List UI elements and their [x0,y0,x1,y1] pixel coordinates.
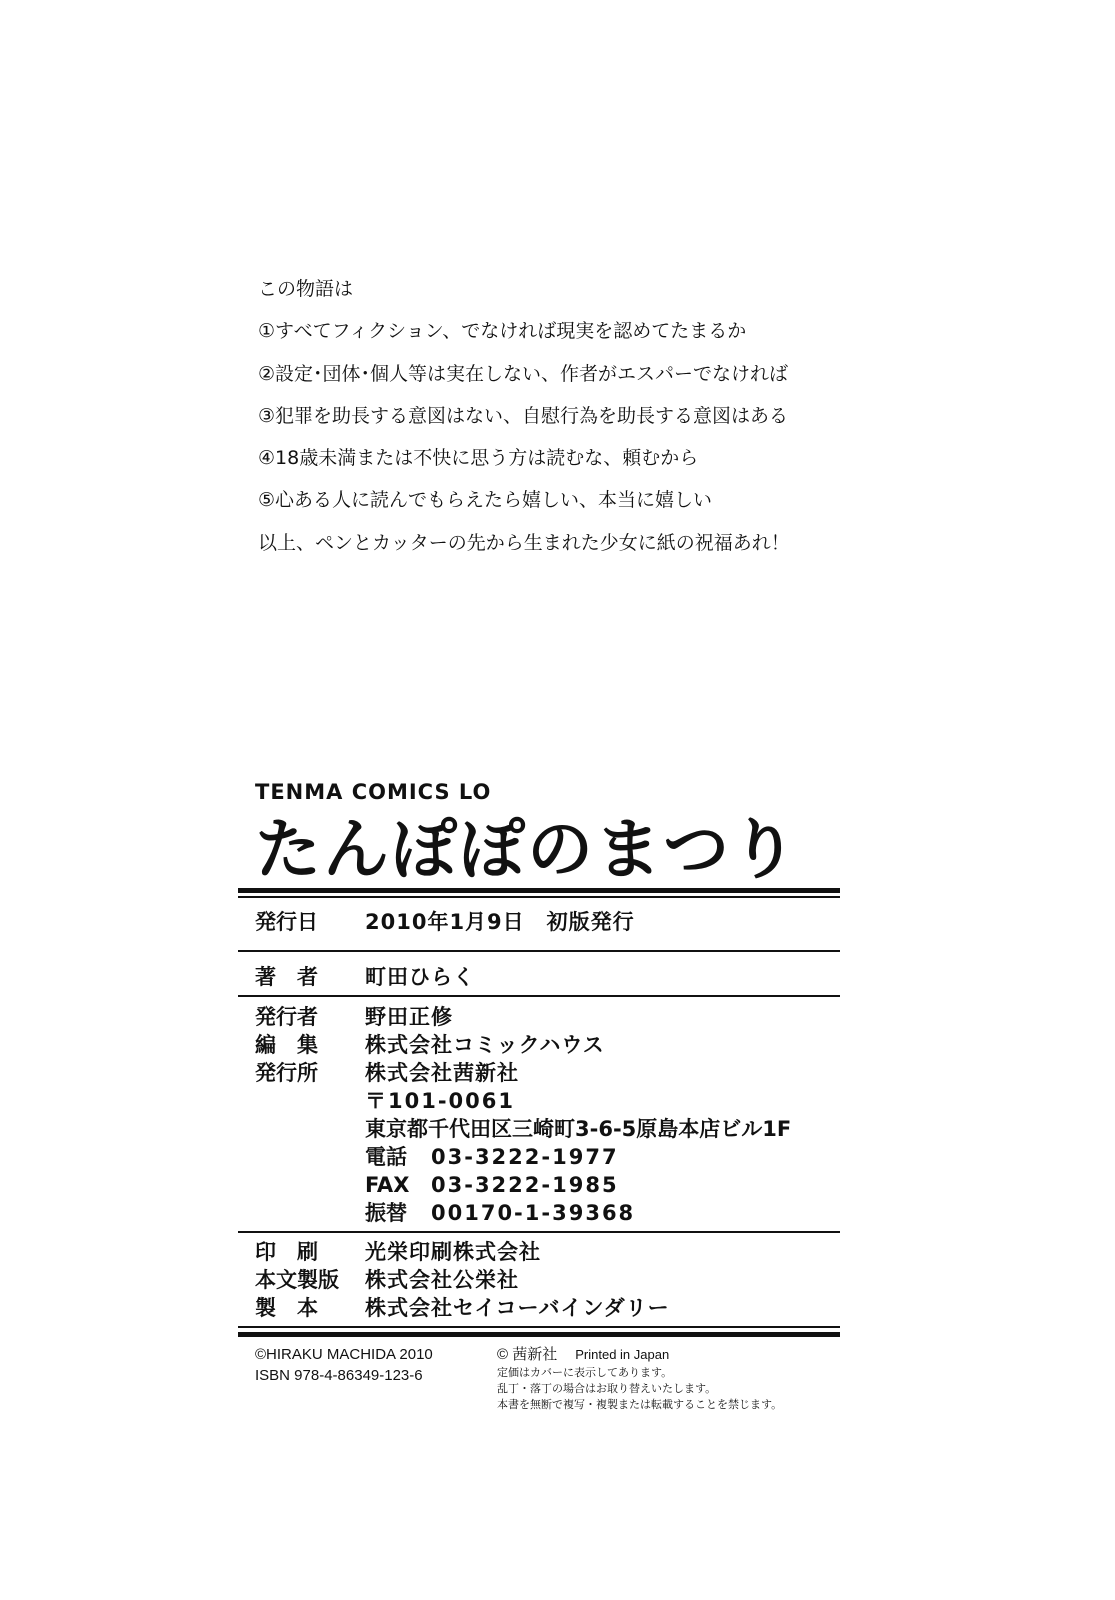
divider-3 [238,1231,840,1233]
isbn: ISBN 978-4-86349-123-6 [255,1367,423,1384]
transfer-label: 振替 [365,1201,407,1225]
disclaimer-closing: 以上、ペンとカッターの先から生まれた少女に紙の祝福あれ！ [258,531,790,554]
printed-in-japan: Printed in Japan [575,1347,670,1362]
transfer-value: 00170-1-39368 [431,1201,636,1225]
printer-value: 光栄印刷株式会社 [365,1240,541,1264]
title-rule-bottom [238,896,840,898]
divider-2 [238,995,840,997]
series-name: TENMA COMICS LO [255,780,492,804]
binding-label: 製 本 [255,1296,318,1320]
issuer-label: 発行所 [255,1061,318,1085]
disclaimer-intro: この物語は [258,278,354,300]
disclaimer-item-4: ④18歳未満または不快に思う方は読むな、頼むから [258,447,699,470]
address: 東京都千代田区三崎町3-6-5原島本店ビル1F [365,1117,792,1141]
printer-row [255,1238,541,1266]
publisher-row [255,1003,453,1031]
editor-value: 株式会社コミックハウス [365,1033,605,1057]
title-rule-top [238,888,840,893]
publish-date-value: 2010年1月9日 初版発行 [365,910,635,934]
transfer-row [365,1199,635,1227]
issuer-value: 株式会社茜新社 [365,1061,519,1085]
fax-label: FAX [365,1173,410,1197]
author-copyright: ©HIRAKU MACHIDA 2010 [255,1346,433,1363]
divider-1 [238,950,840,952]
binding-value: 株式会社セイコーバインダリー [365,1296,670,1320]
fax-row [365,1171,619,1199]
footer-right [497,1344,782,1413]
publish-date-label: 発行日 [255,910,318,934]
author-row [255,963,475,991]
fax-value: 03-3222-1985 [431,1173,619,1197]
tel-row [365,1143,619,1171]
plate-label: 本文製版 [255,1268,339,1292]
publisher-value: 野田正修 [365,1005,453,1029]
disclaimer-item-1: ①すべてフィクション、でなければ現実を認めてたまるか [258,320,747,343]
printer-label: 印 刷 [255,1240,318,1264]
plate-value: 株式会社公栄社 [365,1268,519,1292]
tel-label: 電話 [365,1145,407,1169]
binding-row [255,1294,670,1322]
postal-code: 〒101-0061 [365,1089,515,1113]
publisher-label: 発行者 [255,1005,318,1029]
editor-row [255,1031,605,1059]
publish-date-row [255,908,635,936]
tel-value: 03-3222-1977 [431,1145,619,1169]
footer-rule-top [238,1326,840,1328]
price-note: 定価はカバーに表示してあります。 [497,1367,673,1379]
book-title: たんぽぽのまつり [255,811,799,888]
disclaimer-item-3: ③犯罪を助長する意図はない、自慰行為を助長する意図はある [258,404,789,427]
footer-left [255,1344,433,1386]
copy-prohibition-note: 本書を無断で複写・複製または転載することを禁じます。 [497,1399,783,1411]
disclaimer-item-2: ②設定･団体･個人等は実在しない、作者がエスパーでなければ [258,362,789,385]
plate-row [255,1266,519,1294]
editor-label: 編 集 [255,1033,318,1057]
footer-rule-bottom [238,1332,840,1337]
disclaimer-item-5: ⑤心ある人に読んでもらえたら嬉しい、本当に嬉しい [258,489,713,512]
disclaimer-block [258,268,958,564]
author-value: 町田ひらく [365,965,475,989]
author-label: 著 者 [255,965,318,989]
replacement-note: 乱丁・落丁の場合はお取り替えいたします。 [497,1383,717,1395]
issuer-row [255,1059,519,1087]
publisher-copyright: © 茜新社 [497,1346,558,1363]
